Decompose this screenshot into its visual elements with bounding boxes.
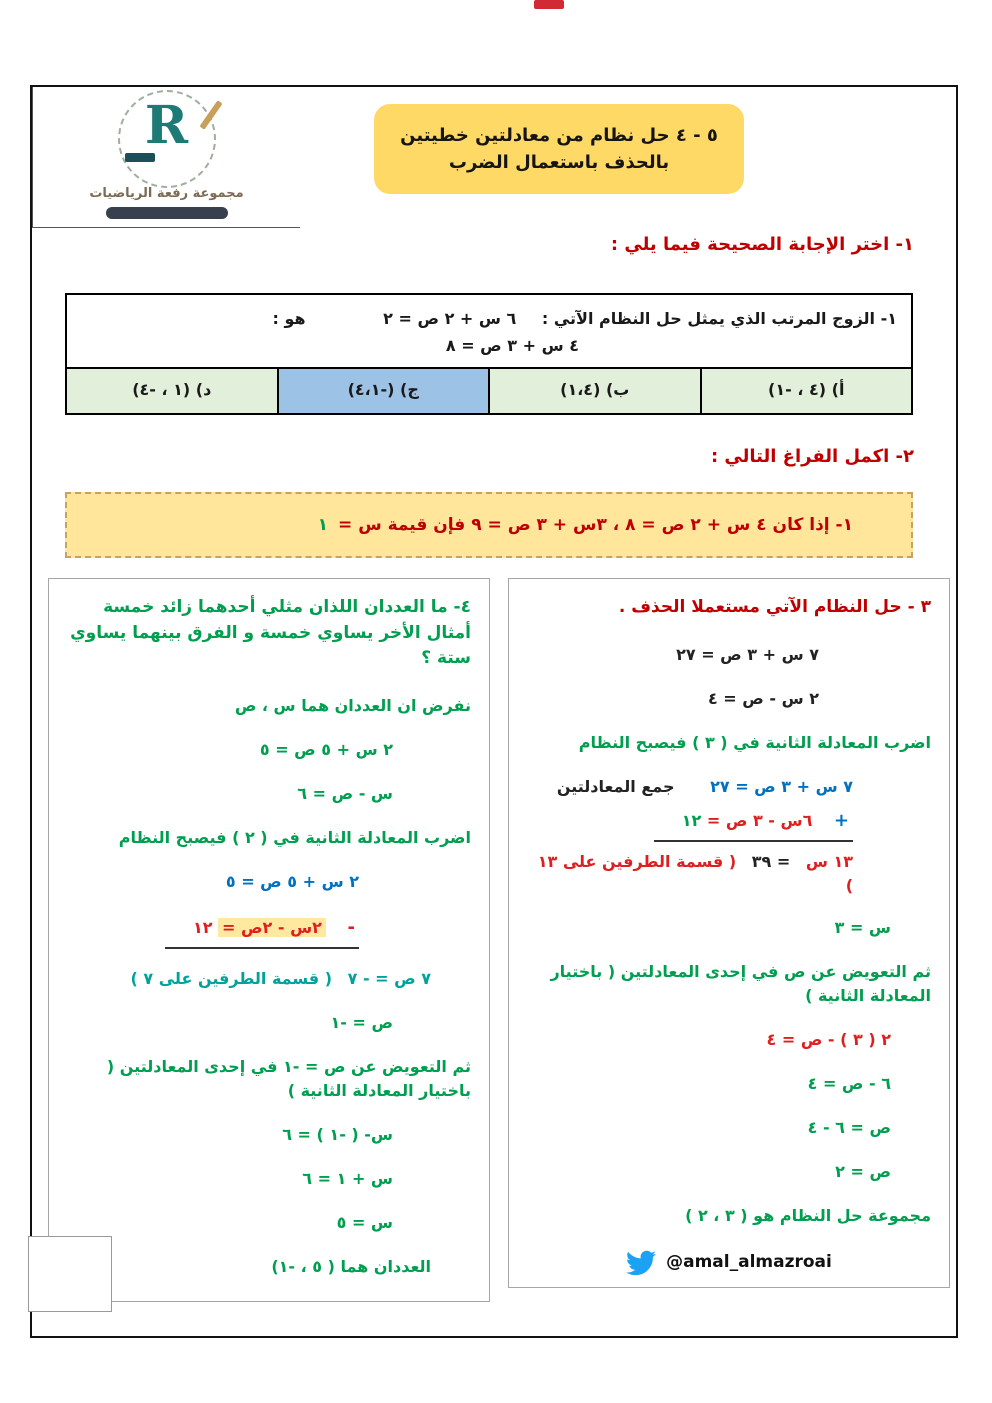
fill-answer: ١ [317,515,329,535]
mcq-options-row [67,369,911,413]
logo [32,87,300,228]
q4-x-value: س = ٥ [336,1212,393,1232]
q3-equation2: ٢ س - ص = ٤ [707,688,819,708]
mcq-question-line1 [81,305,897,332]
minus-sign: - [347,916,355,938]
section2-heading: ٢- اكمل الفراغ التالي : [710,446,914,467]
lesson-title-line1: ٥ - ٤ حل نظام من معادلتين خطيتين [400,125,718,146]
q3-step-substitute: ثم التعويض عن ص في إحدى المعادلتين ( باختيار المعادلة الثانية ) [550,961,931,1005]
question4-panel [48,578,490,1302]
mcq-prompt: ١- الزوج المرتب الذي يمثل حل النظام الآتي : [541,309,897,328]
q4-step-substitute: ثم التعويض عن ص = -١ في إحدى المعادلتين ( باختيار المعادلة الثانية ) [106,1056,471,1100]
q4-step-multiply: اضرب المعادلة الثانية في ( ٢ ) فيصبح النظام [118,827,471,847]
q3-sum-result-value: = ٣٩ [751,851,791,871]
q3-step-multiply: اضرب المعادلة الثانية في ( ٣ ) فيصبح النظام [578,732,931,752]
q3-divide-note: ( قسمة الطرفين على ١٣ ) [537,851,853,895]
option-b: ب) (١،٤) [488,369,700,413]
lesson-title-line2: بالحذف باستعمال الضرب [448,152,670,173]
q3-equation1-blue: ٧ س + ٣ ص = ٢٧ [710,776,853,796]
question3-panel [508,578,950,1288]
mcq-table [65,293,913,415]
q4-elimination-work [67,914,359,949]
q4-simplified-eq: س + ١ = ٦ [302,1168,393,1188]
q3-x-value: س = ٣ [834,917,891,937]
q4-result-row [67,967,431,991]
q4-equation1-blue: ٢ س + ٥ ص = ٥ [225,871,359,891]
q3-y-isolation: ص = ٦ - ٤ [807,1117,891,1137]
q3-y-value: ص = ٢ [835,1161,891,1181]
q4-divide-note: ( قسمة الطرفين على ٧ ) [130,968,333,988]
q4-title: ٤- ما العددان اللذان مثلي أحدهما زائد خمسة أمثال الأخر يساوي خمسة و الفرق بينهما يساوي ستة ؟ [70,597,471,668]
q4-y-value: ص = -١ [330,1012,393,1032]
twitter-credit [527,1248,931,1278]
plus-sign: + [833,809,849,831]
q3-substitution-eq: ٢ ( ٣ ) - ص = ٤ [766,1029,891,1049]
fill-statement: ١- إذا كان ٤ س + ٢ ص = ٨ ، ٣س + ٣ ص = ٩ فإن قيمة س = [338,515,853,535]
option-c-selected: ج) (-٤،١) [277,369,489,413]
mcq-equation-1: ٦ س + ٢ ص = ٢ [383,309,517,328]
q3-simplified-eq: ٦ - ص = ٤ [807,1073,891,1093]
q4-equation1: ٢ س + ٥ ص = ٥ [259,739,393,759]
q3-equation2-value: ١٢ [681,810,702,830]
q3-system-row [527,775,853,799]
logo-brand-text: مجموعة رفعة الرياضيات [89,186,244,201]
bottom-left-patch [28,1236,112,1312]
q4-subtraction-row [165,914,359,949]
logo-letter: R [144,95,189,156]
section1-heading: ١- اختر الإجابة الصحيحة فيما يلي : [610,234,914,255]
q3-equation1: ٧ س + ٣ ص = ٢٧ [676,644,819,664]
q4-equation2-value: ١٢ [192,917,213,937]
q4-assumption: نفرض ان العددان هما س ، ص [234,695,471,715]
option-a: أ) (٤ ، -١) [700,369,912,413]
q3-addition-row [654,807,853,842]
logo-ribbon [106,207,228,219]
q3-title: ٣ - حل النظام الآتي مستعملا الحذف . [618,597,931,617]
twitter-handle: @amal_almazroai [666,1251,832,1272]
twitter-bird-icon [626,1248,656,1278]
q3-sum-label: جمع المعادلتين [556,776,675,796]
q3-result-row [527,850,853,898]
mcq-equation-2: ٤ س + ٣ ص = ٨ [445,336,579,356]
lesson-title-box [374,104,744,194]
fill-in-box [65,492,913,558]
option-d: د) (١ ، -٤) [132,380,212,400]
mcq-suffix: هو : [272,309,306,328]
q4-equation2-multiplied: ٢س - ٢ص = [218,918,326,937]
q3-elimination-work [527,775,853,898]
q4-equation2: س - ص = ٦ [297,783,393,803]
top-cropped-watermark [534,0,564,9]
q4-substitution-eq: س- ( -١ ) = ٦ [282,1124,393,1144]
q3-equation2-multiplied: ٦س - ٣ ص = [706,810,813,830]
q4-sum-result: ٧ ص = - ٧ [347,968,431,988]
q3-sum-result: ١٣ س [805,851,853,871]
mcq-question-area [67,295,911,369]
q4-final-answer: العددان هما ( ٥ ، -١) [271,1256,431,1276]
q3-solution-set: مجموعة حل النظام هو ( ٣ ، ٢ ) [685,1205,931,1225]
